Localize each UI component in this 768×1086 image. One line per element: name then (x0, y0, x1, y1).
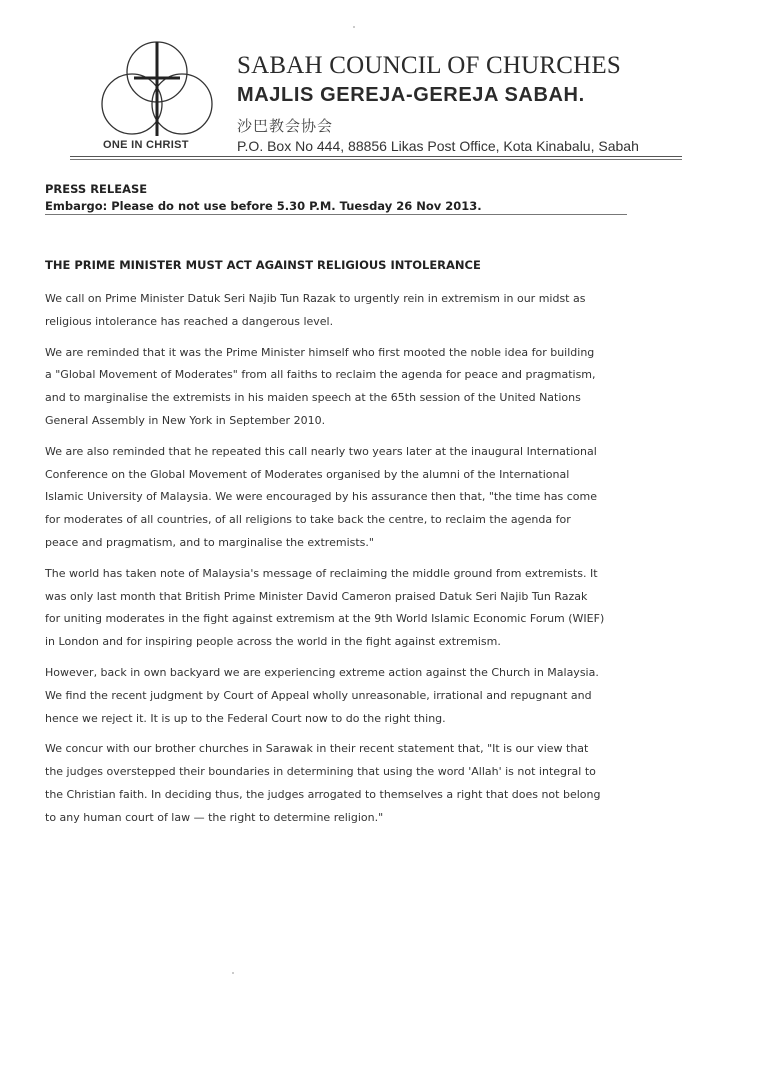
text-line: The world has taken note of Malaysia's message of reclaiming the middle ground from extremists. It (45, 566, 598, 580)
text-line: the Christian faith. In deciding thus, the judges arrogated to themselves a right that does not belong (45, 787, 601, 801)
paragraph (45, 563, 645, 654)
organization-name-chinese: 沙巴教会协会 (237, 117, 334, 135)
text-line: peace and pragmatism, and to marginalise the extremists." (45, 535, 374, 549)
text-line: for uniting moderates in the fight against extremism at the 9th World Islamic Economic Forum (WIEF) (45, 612, 605, 626)
press-release-block (45, 181, 645, 215)
text-line: the judges overstepped their boundaries in determining that using the word 'Allah' is not integral to (45, 765, 596, 779)
text-line: religious intolerance has reached a dangerous level. (45, 314, 334, 328)
paragraph (45, 662, 645, 730)
paragraph (45, 738, 645, 829)
text-line: in London and for inspiring people across the world in the fight against extremism. (45, 635, 501, 649)
text-line: However, back in own backyard we are experiencing extreme action against the Church in Malaysia. (45, 665, 599, 679)
postal-address: P.O. Box No 444, 88856 Likas Post Office, Kota Kinabalu, Sabah (237, 138, 639, 154)
press-divider (45, 214, 627, 215)
embargo-notice: Embargo: Please do not use before 5.30 P.M. Tuesday 26 Nov 2013. (45, 199, 482, 213)
scan-speck (232, 972, 234, 974)
text-line: We call on Prime Minister Datuk Seri Najib Tun Razak to urgently rein in extremism in our midst as (45, 292, 586, 305)
text-line: We find the recent judgment by Court of Appeal wholly unreasonable, irrational and repugnant and (45, 688, 592, 702)
text-line: We are also reminded that he repeated this call nearly two years later at the inaugural International (45, 444, 597, 458)
motto: ONE IN CHRIST (103, 139, 189, 151)
headline: THE PRIME MINISTER MUST ACT AGAINST RELIGIOUS INTOLERANCE (45, 258, 481, 272)
text-line: General Assembly in New York in September 2010. (45, 413, 326, 427)
text-line: and to marginalise the extremists in his maiden speech at the 65th session of the United Nations (45, 391, 581, 405)
header-divider (70, 156, 682, 157)
text-line: was only last month that British Prime Minister David Cameron praised Datuk Seri Najib Tun Razak (45, 589, 588, 603)
paragraph (45, 288, 645, 334)
text-line: to any human court of law — the right to determine religion." (45, 810, 384, 824)
text-line: for moderates of all countries, of all religions to take back the centre, to reclaim the agenda for (45, 513, 571, 527)
text-line: We concur with our brother churches in Sarawak in their recent statement that, "It is our view that (45, 742, 589, 756)
cross-three-circles-icon (94, 38, 220, 150)
text-line: hence we reject it. It is up to the Federal Court now to do the right thing. (45, 711, 446, 725)
organization-name-malay: MAJLIS GEREJA-GEREJA SABAH. (237, 84, 585, 106)
organization-name-english: SABAH COUNCIL OF CHURCHES (237, 52, 621, 79)
header-divider-secondary (70, 159, 682, 160)
text-line: Conference on the Global Movement of Moderates organised by the alumni of the International (45, 467, 570, 481)
scan-speck (353, 26, 355, 28)
text-line: Islamic University of Malaysia. We were encouraged by his assurance then that, "the time has come (45, 490, 597, 504)
document-body (45, 288, 645, 838)
paragraph (45, 342, 645, 433)
paragraph (45, 441, 645, 555)
text-line: a "Global Movement of Moderates" from all faiths to reclaim the agenda for peace and pragmatism, (45, 368, 596, 382)
text-line: We are reminded that it was the Prime Minister himself who first mooted the noble idea for building (45, 345, 595, 359)
press-release-label: PRESS RELEASE (45, 182, 148, 196)
